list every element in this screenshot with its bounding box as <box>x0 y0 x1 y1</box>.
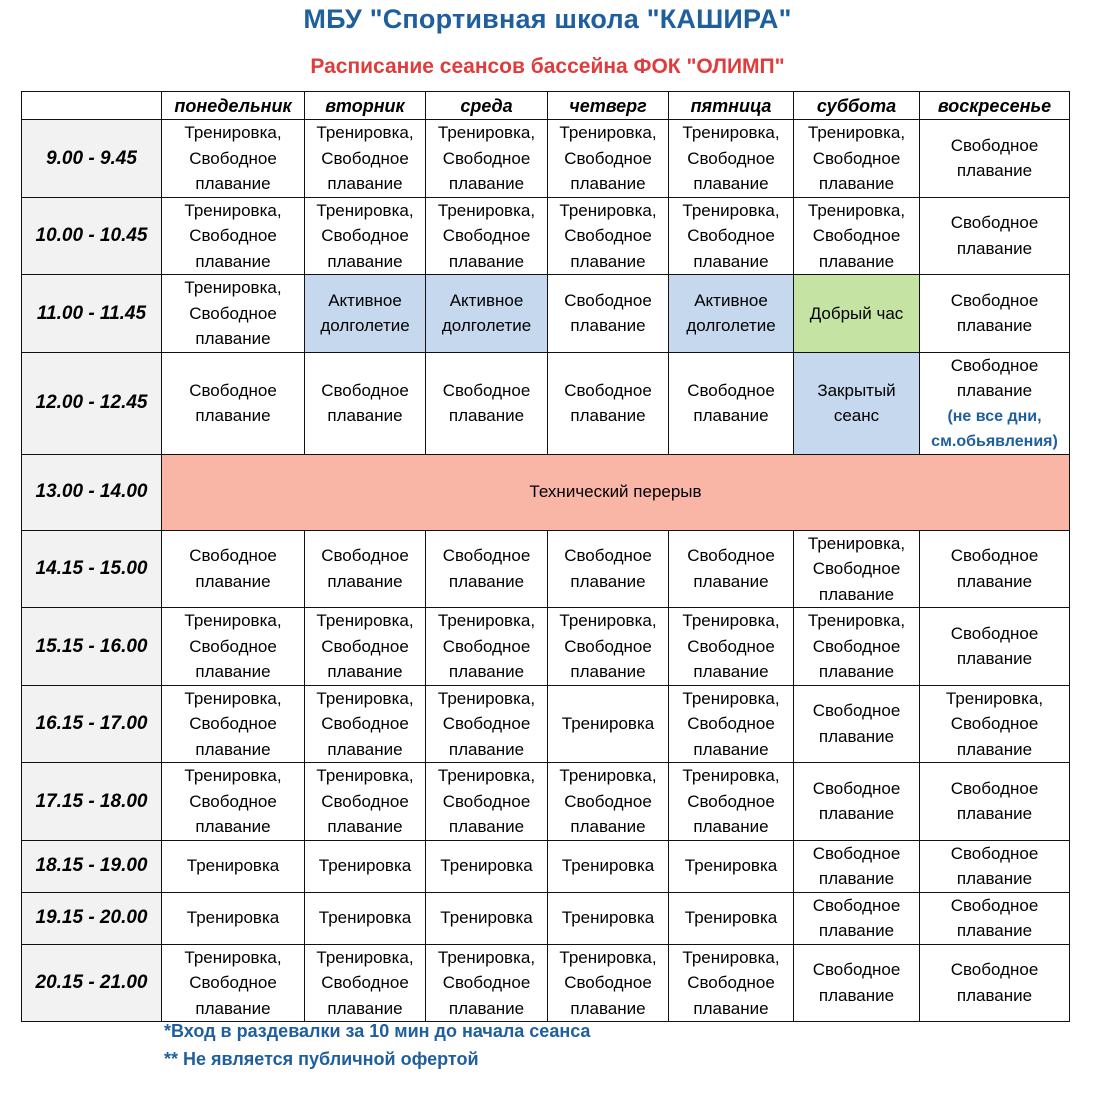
session-cell <box>920 352 1070 454</box>
session-text: Технический перерыв <box>529 482 702 502</box>
session-text: Тренировка, <box>316 947 414 967</box>
session-cell <box>920 892 1070 944</box>
session-text: Свободное <box>687 148 775 168</box>
session-cell <box>794 944 920 1022</box>
session-cell <box>920 763 1070 841</box>
session-text: плавание <box>570 817 646 836</box>
session-cell <box>162 763 305 841</box>
session-text: плавание <box>956 381 1033 400</box>
day-header: пятница <box>669 92 794 120</box>
session-cell <box>426 275 548 353</box>
session-cell <box>162 944 305 1022</box>
session-cell <box>548 275 669 353</box>
time-slot: 18.15 - 19.00 <box>22 840 162 892</box>
session-text: Свободное <box>442 714 531 733</box>
time-slot: 20.15 - 21.00 <box>22 944 162 1022</box>
session-text: Тренировка, <box>316 611 414 630</box>
session-text: Тренировка, <box>316 688 414 708</box>
schedule-row <box>22 120 1070 198</box>
session-text: плавание <box>956 649 1033 669</box>
session-cell <box>794 120 920 198</box>
session-text: Свободное <box>687 380 775 400</box>
session-text: Тренировка, <box>807 123 906 142</box>
session-text: плавание <box>195 571 271 591</box>
session-text: Тренировка <box>561 856 655 876</box>
session-text: Тренировка, <box>184 766 282 785</box>
session-text: Тренировка <box>684 856 778 876</box>
session-text: Свободное <box>687 636 775 656</box>
session-text: Свободное <box>189 303 277 323</box>
session-text: Свободное <box>321 226 409 245</box>
session-cell <box>305 840 426 892</box>
session-cell <box>920 275 1070 353</box>
day-header: среда <box>426 92 548 120</box>
schedule-row <box>22 608 1070 686</box>
schedule-row <box>22 840 1070 892</box>
session-text: Свободное <box>950 843 1039 863</box>
session-text: плавание <box>693 251 769 271</box>
session-cell <box>669 840 794 892</box>
session-text: плавание <box>818 921 895 940</box>
session-text: Тренировка, <box>807 533 906 553</box>
session-text: Тренировка, <box>184 688 282 708</box>
session-text: плавание <box>570 662 646 681</box>
session-cell <box>548 892 669 944</box>
session-text: плавание <box>570 998 646 1018</box>
session-text: Свободное <box>189 636 277 656</box>
session-text: плавание <box>570 316 646 336</box>
session-text: Свободное <box>564 546 652 566</box>
session-text: Свободное <box>321 973 409 992</box>
session-text: Тренировка, <box>682 611 780 630</box>
session-cell <box>305 944 426 1022</box>
footnote-entry: *Вход в раздевалки за 10 мин до начала сеанса <box>164 1021 591 1041</box>
session-cell <box>426 763 548 841</box>
session-text: Тренировка, <box>316 123 414 142</box>
session-text: плавание <box>956 161 1033 181</box>
session-text: Свободное <box>442 380 531 400</box>
session-text: Тренировка, <box>807 200 906 220</box>
session-cell <box>920 530 1070 608</box>
session-text: плавание <box>818 584 895 604</box>
session-text: плавание <box>693 174 769 193</box>
session-text: Свободное <box>812 226 901 245</box>
session-text: Свободное <box>950 135 1039 155</box>
footnote-disclaimer: ** Не является публичной офертой <box>164 1049 479 1069</box>
session-cell <box>548 608 669 686</box>
session-text: Тренировка, <box>559 200 657 220</box>
session-text: Свободное <box>442 226 531 245</box>
session-text: плавание <box>693 817 769 836</box>
session-cell <box>669 685 794 763</box>
session-text: Тренировка <box>440 856 533 876</box>
session-cell <box>794 840 920 892</box>
session-cell <box>669 352 794 454</box>
session-text: Тренировка, <box>682 766 780 785</box>
session-text: плавание <box>693 571 769 591</box>
session-text: Тренировка, <box>316 200 414 220</box>
session-cell <box>548 840 669 892</box>
session-text: Свободное <box>687 714 775 733</box>
session-text: плавание <box>327 174 403 193</box>
session-text: Свободное <box>950 960 1039 980</box>
time-slot: 17.15 - 18.00 <box>22 763 162 841</box>
session-cell <box>794 197 920 275</box>
session-text: Тренировка, <box>682 947 780 967</box>
session-text: Тренировка <box>440 908 533 928</box>
session-text: Тренировка, <box>184 123 282 142</box>
session-text: сеанс <box>833 406 880 425</box>
session-cell <box>669 608 794 686</box>
schedule-row <box>22 685 1070 763</box>
time-slot: 10.00 - 10.45 <box>22 197 162 275</box>
session-cell <box>426 352 548 454</box>
session-text: плавание <box>956 316 1033 336</box>
session-cell <box>305 352 426 454</box>
session-cell <box>794 685 920 763</box>
session-cell <box>426 608 548 686</box>
day-header: вторник <box>305 92 426 120</box>
session-text: плавание <box>195 739 271 759</box>
time-slot: 19.15 - 20.00 <box>22 892 162 944</box>
session-text: Тренировка <box>318 856 412 876</box>
session-text: Тренировка <box>186 908 280 928</box>
session-text: Свободное <box>950 290 1039 310</box>
session-cell <box>426 120 548 198</box>
schedule-row <box>22 197 1070 275</box>
session-text: плавание <box>448 571 525 591</box>
session-cell <box>162 197 305 275</box>
session-cell <box>426 530 548 608</box>
session-cell <box>669 120 794 198</box>
session-text: Тренировка, <box>559 611 657 630</box>
session-text: плавание <box>956 804 1033 824</box>
session-text: плавание <box>818 251 895 271</box>
session-text: плавание <box>448 251 525 271</box>
session-text: плавание <box>195 329 271 348</box>
session-text: плавание <box>818 985 895 1005</box>
session-text: Тренировка <box>318 908 412 928</box>
session-text: Свободное <box>687 546 775 566</box>
session-cell <box>305 530 426 608</box>
session-text: плавание <box>195 174 271 193</box>
session-cell <box>794 763 920 841</box>
session-text: Активное <box>328 290 402 310</box>
session-cell <box>920 685 1070 763</box>
session-cell <box>920 840 1070 892</box>
session-text: Тренировка <box>186 856 280 876</box>
session-text: плавание <box>818 726 895 746</box>
session-text: Свободное <box>950 213 1039 233</box>
header-row <box>22 92 1070 120</box>
session-cell <box>669 530 794 608</box>
session-text: долголетие <box>441 316 532 336</box>
session-text: плавание <box>327 998 403 1018</box>
session-cell <box>548 197 669 275</box>
session-text: Тренировка, <box>437 200 536 220</box>
session-cell <box>548 530 669 608</box>
session-cell <box>305 685 426 763</box>
session-text: Тренировка, <box>682 200 780 220</box>
session-cell <box>162 892 305 944</box>
session-text: Тренировка <box>561 714 655 733</box>
session-cell <box>426 197 548 275</box>
session-text: Добрый час <box>809 303 904 323</box>
session-text: Свободное <box>321 546 409 566</box>
session-text: Свободное <box>321 148 409 168</box>
session-text: Свободное <box>189 226 277 245</box>
session-text: Тренировка, <box>184 278 282 297</box>
session-text: плавание <box>448 998 525 1018</box>
session-text: Тренировка, <box>184 200 282 220</box>
session-text: Свободное <box>564 290 652 310</box>
session-text: плавание <box>448 662 525 681</box>
session-text: Свободное <box>812 843 901 863</box>
day-header: четверг <box>548 92 669 120</box>
session-cell <box>162 352 305 454</box>
session-text: Свободное <box>812 778 901 798</box>
schedule-row <box>22 454 1070 530</box>
schedule-table <box>21 91 1070 1022</box>
time-slot: 16.15 - 17.00 <box>22 685 162 763</box>
session-text: Тренировка, <box>437 766 536 785</box>
session-text: плавание <box>956 985 1033 1005</box>
session-cell <box>794 275 920 353</box>
session-text: Тренировка, <box>945 688 1044 708</box>
session-text: Свободное <box>189 380 277 400</box>
session-text: плавание <box>195 998 271 1018</box>
session-text: долголетие <box>686 316 776 336</box>
page-title: МБУ "Спортивная школа "КАШИРА" <box>303 4 792 34</box>
session-text: Свободное <box>812 960 901 980</box>
session-text: плавание <box>327 406 403 425</box>
session-cell <box>794 608 920 686</box>
session-text: Активное <box>449 290 524 310</box>
session-cell <box>426 892 548 944</box>
session-text: плавание <box>956 571 1033 591</box>
session-text: плавание <box>818 174 895 193</box>
session-cell <box>548 944 669 1022</box>
session-cell <box>162 275 305 353</box>
session-text: Свободное <box>189 714 277 733</box>
session-cell <box>794 530 920 608</box>
time-slot: 11.00 - 11.45 <box>22 275 162 353</box>
schedule-row <box>22 530 1070 608</box>
session-text: плавание <box>570 174 646 193</box>
session-text: Свободное <box>812 559 901 578</box>
session-text: плавание <box>448 406 525 425</box>
session-cell <box>548 120 669 198</box>
session-text: плавание <box>570 251 646 271</box>
session-text: плавание <box>693 662 769 681</box>
session-text: плавание <box>327 817 403 836</box>
schedule-row <box>22 763 1070 841</box>
session-note: см.обьявления) <box>931 432 1058 450</box>
session-text: Свободное <box>687 791 775 811</box>
session-text: плавание <box>956 739 1033 759</box>
session-text: Тренировка, <box>437 688 536 708</box>
break-cell <box>162 454 1070 530</box>
session-text: Свободное <box>950 623 1039 643</box>
session-text: плавание <box>195 662 271 681</box>
session-text: Тренировка, <box>559 123 657 142</box>
session-text: Тренировка, <box>559 766 657 785</box>
session-cell <box>920 944 1070 1022</box>
session-text: Закрытый <box>817 380 896 400</box>
session-text: Тренировка, <box>682 123 780 142</box>
session-text: плавание <box>818 804 895 824</box>
session-cell <box>305 275 426 353</box>
session-cell <box>426 840 548 892</box>
session-text: плавание <box>448 739 525 759</box>
session-text: Свободное <box>812 148 901 168</box>
session-text: Свободное <box>812 701 901 721</box>
session-text: Свободное <box>564 380 652 400</box>
session-text: плавание <box>448 174 525 193</box>
session-cell <box>669 275 794 353</box>
session-text: плавание <box>327 571 403 591</box>
session-text: Тренировка, <box>184 611 282 630</box>
time-slot: 13.00 - 14.00 <box>22 454 162 530</box>
session-text: Свободное <box>321 791 409 811</box>
session-text: Свободное <box>950 714 1039 733</box>
session-text: плавание <box>195 406 271 425</box>
session-cell <box>548 763 669 841</box>
schedule-row <box>22 352 1070 454</box>
session-cell <box>426 944 548 1022</box>
session-cell <box>162 685 305 763</box>
session-cell <box>794 352 920 454</box>
session-text: Свободное <box>812 895 901 915</box>
session-text: плавание <box>570 571 646 591</box>
session-cell <box>162 840 305 892</box>
session-text: плавание <box>693 998 769 1018</box>
session-text: плавание <box>195 251 271 271</box>
page-subtitle: Расписание сеансов бассейна ФОК "ОЛИМП" <box>310 55 785 78</box>
session-text: Свободное <box>687 226 775 245</box>
session-cell <box>305 120 426 198</box>
session-text: плавание <box>956 921 1033 940</box>
session-text: Свободное <box>442 546 531 566</box>
session-cell <box>305 197 426 275</box>
session-text: Свободное <box>564 636 652 656</box>
session-cell <box>426 685 548 763</box>
session-cell <box>794 892 920 944</box>
session-text: Свободное <box>321 380 409 400</box>
day-header: понедельник <box>162 92 305 120</box>
time-slot: 14.15 - 15.00 <box>22 530 162 608</box>
session-text: Активное <box>694 290 768 310</box>
session-cell <box>548 352 669 454</box>
session-text: плавание <box>327 662 403 681</box>
session-text: Тренировка <box>561 908 655 928</box>
session-text: плавание <box>327 739 403 759</box>
schedule-row <box>22 275 1070 353</box>
time-slot: 12.00 - 12.45 <box>22 352 162 454</box>
session-text: Свободное <box>442 636 531 656</box>
session-text: Тренировка, <box>437 611 536 630</box>
session-text: Тренировка, <box>184 947 282 967</box>
time-slot: 15.15 - 16.00 <box>22 608 162 686</box>
session-text: Свободное <box>812 636 901 656</box>
session-text: Свободное <box>321 714 409 733</box>
session-text: плавание <box>448 817 525 836</box>
session-text: плавание <box>693 406 769 425</box>
time-slot: 9.00 - 9.45 <box>22 120 162 198</box>
session-cell <box>305 892 426 944</box>
session-text: Тренировка, <box>682 688 780 708</box>
session-text: Тренировка, <box>437 123 536 142</box>
session-text: Свободное <box>950 355 1039 375</box>
session-text: плавание <box>693 739 769 759</box>
day-header: воскресенье <box>920 92 1070 120</box>
session-text: Свободное <box>189 791 277 811</box>
session-text: Свободное <box>687 973 775 992</box>
session-text: Свободное <box>564 973 652 992</box>
session-text: Тренировка, <box>316 766 414 785</box>
session-cell <box>548 685 669 763</box>
session-text: плавание <box>956 238 1033 258</box>
session-cell <box>669 892 794 944</box>
session-text: Свободное <box>442 973 531 992</box>
session-cell <box>305 763 426 841</box>
session-note: (не все дни, <box>947 407 1042 425</box>
session-cell <box>305 608 426 686</box>
session-cell <box>162 120 305 198</box>
session-cell <box>669 197 794 275</box>
session-text: Свободное <box>950 895 1039 915</box>
session-text: Свободное <box>950 546 1039 566</box>
day-header: суббота <box>794 92 920 120</box>
session-cell <box>669 763 794 841</box>
session-cell <box>920 608 1070 686</box>
session-text: Тренировка <box>684 908 778 928</box>
session-text: Свободное <box>189 148 277 168</box>
session-text: Тренировка, <box>807 611 906 630</box>
session-text: Свободное <box>564 791 652 811</box>
session-text: Свободное <box>564 148 652 168</box>
session-text: плавание <box>818 869 895 888</box>
session-cell <box>920 120 1070 198</box>
session-text: долголетие <box>320 316 410 336</box>
session-cell <box>162 530 305 608</box>
session-text: плавание <box>818 662 895 681</box>
schedule-row <box>22 892 1070 944</box>
session-text: Свободное <box>321 636 409 656</box>
session-text: плавание <box>570 406 646 425</box>
schedule-row <box>22 944 1070 1022</box>
session-cell <box>669 944 794 1022</box>
session-text: плавание <box>956 869 1033 888</box>
session-text: Свободное <box>950 778 1039 798</box>
session-text: Свободное <box>442 791 531 811</box>
session-text: плавание <box>327 251 403 271</box>
session-text: плавание <box>195 817 271 836</box>
session-text: Свободное <box>442 148 531 168</box>
session-text: Тренировка, <box>559 947 657 967</box>
corner-cell <box>22 92 162 120</box>
session-text: Тренировка, <box>437 947 536 967</box>
session-cell <box>162 608 305 686</box>
session-text: Свободное <box>564 226 652 245</box>
session-text: Свободное <box>189 973 277 992</box>
session-cell <box>920 197 1070 275</box>
session-text: Свободное <box>189 546 277 566</box>
